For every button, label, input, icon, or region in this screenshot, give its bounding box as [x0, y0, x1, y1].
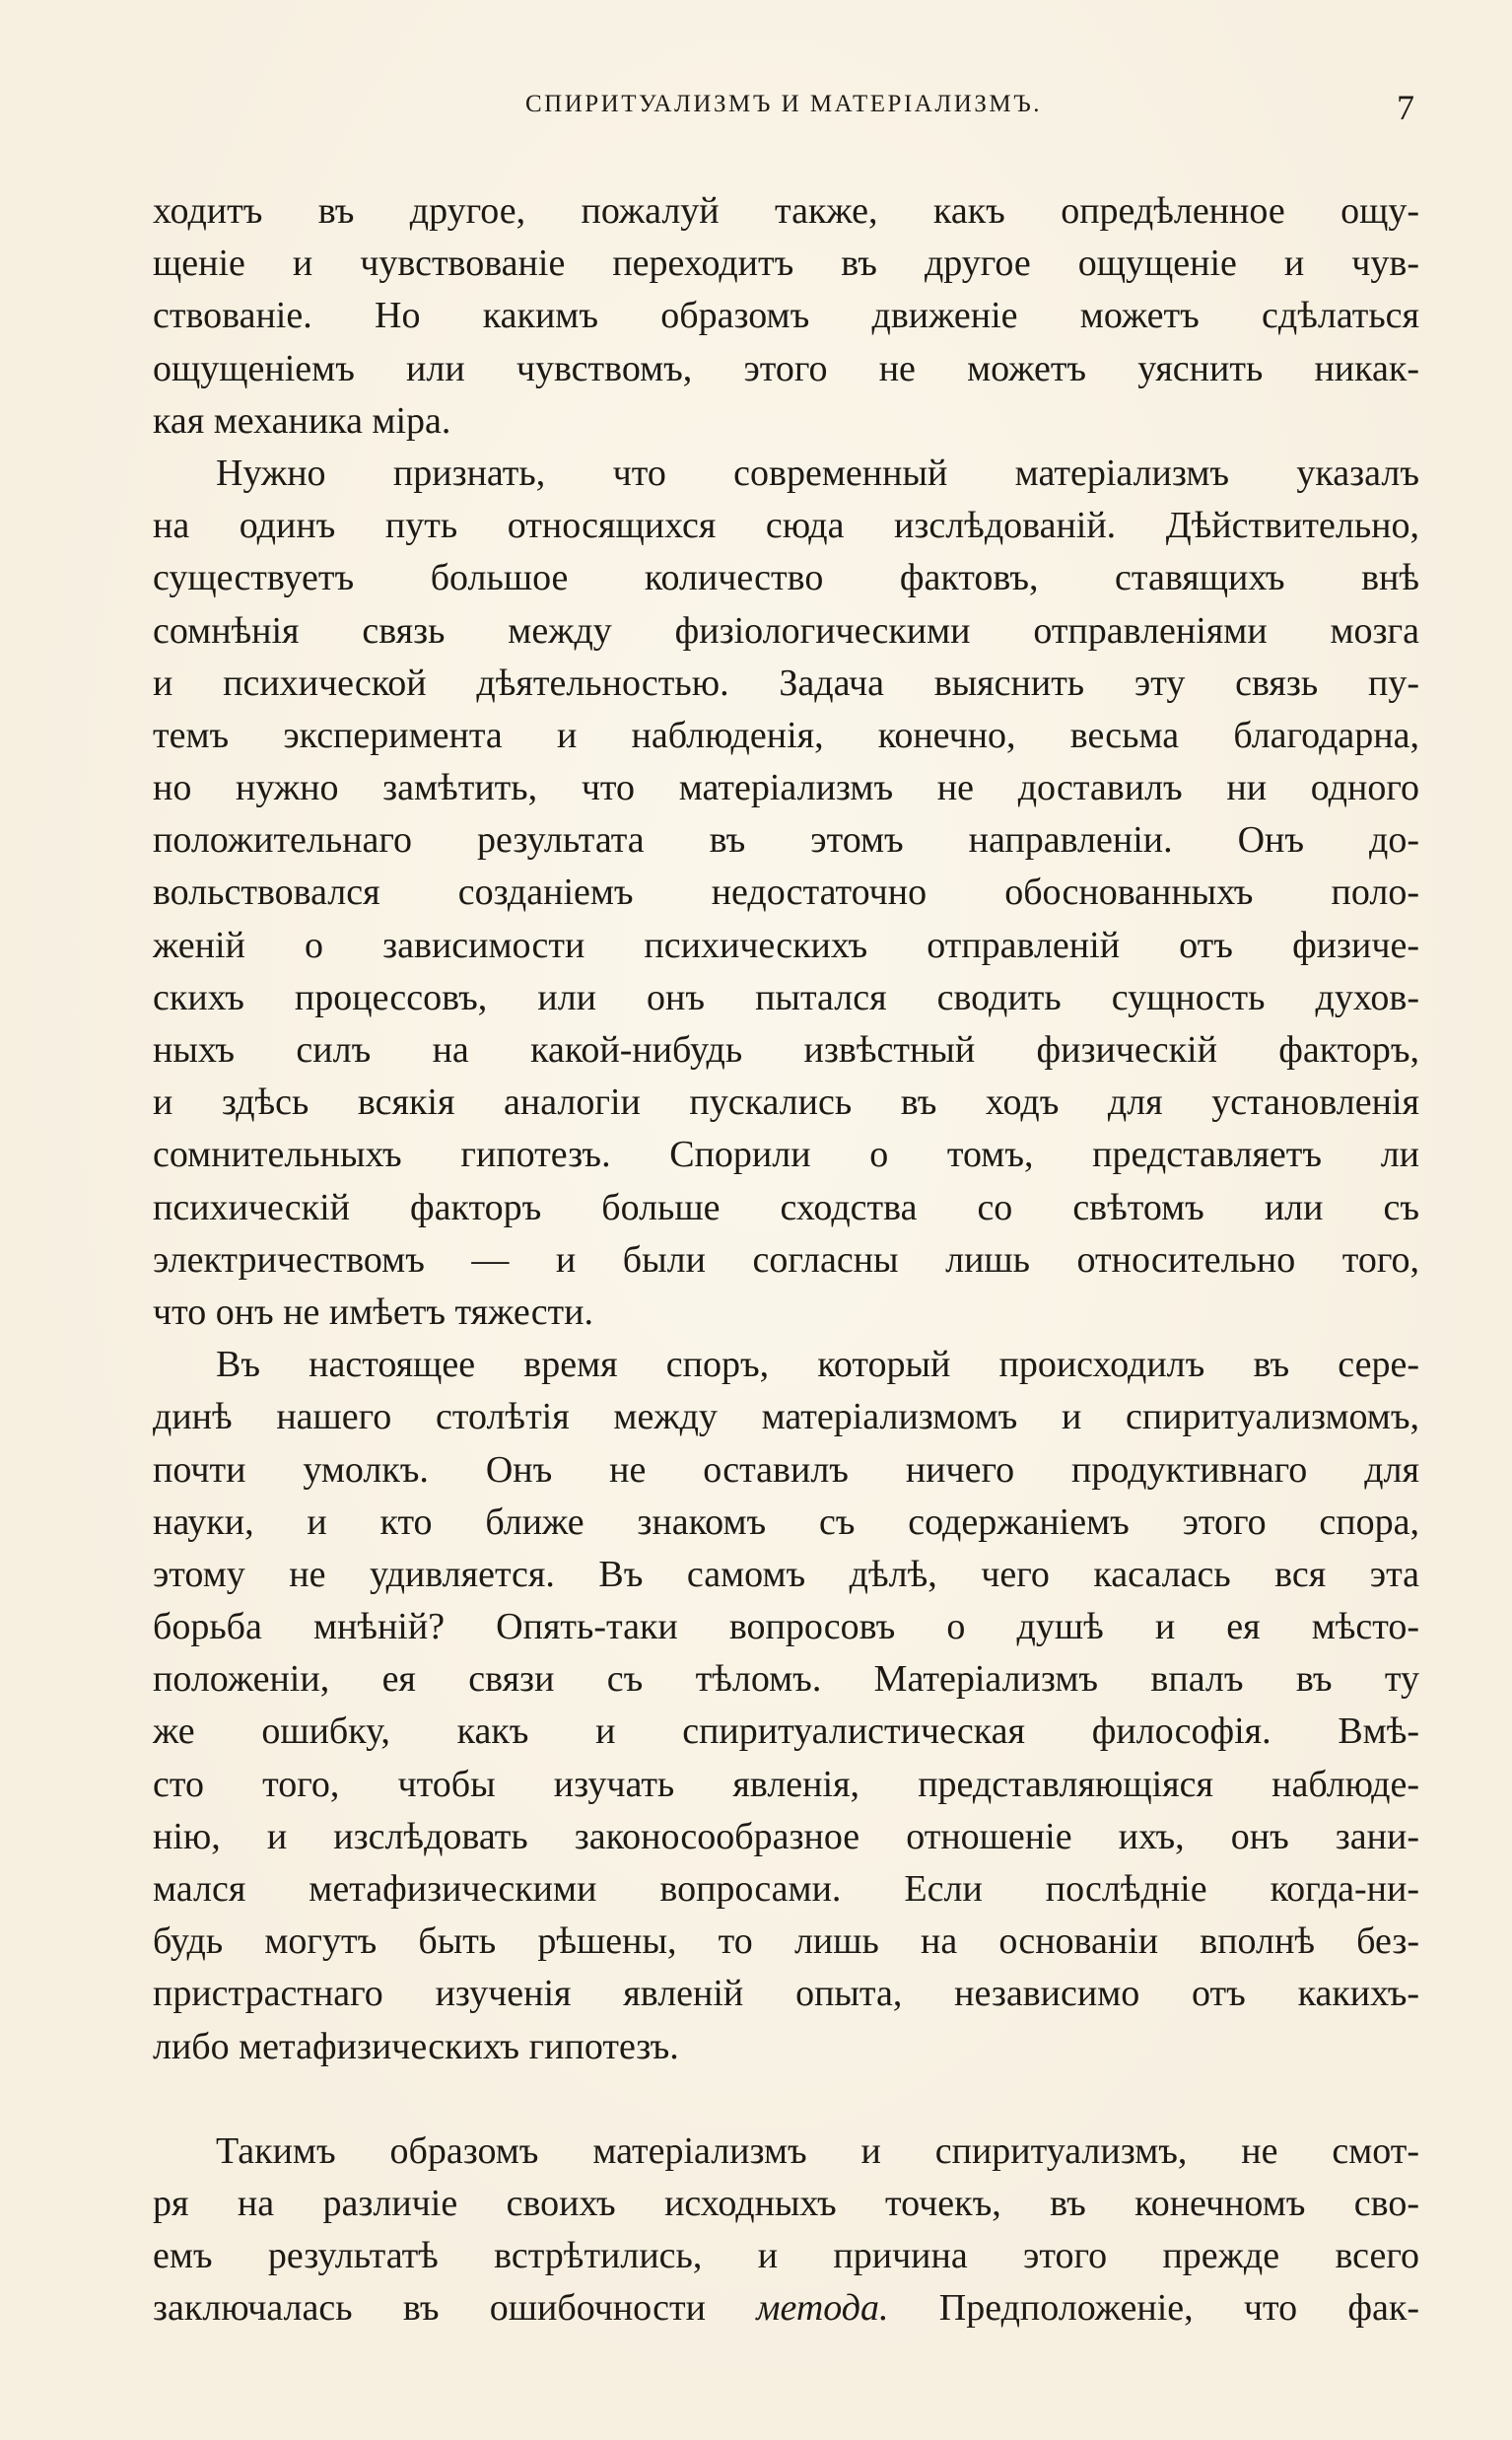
text-line: вольствовался созданіемъ недостаточно обоснованныхъ поло- [153, 871, 1419, 914]
text-line: существуетъ большое количество фактовъ, ставящихъ внѣ [153, 557, 1419, 599]
text-fragment: Предположеніе, что фак- [888, 2287, 1419, 2330]
page-number: 7 [1397, 88, 1414, 127]
text-line: скихъ процессовъ, или онъ пытался сводить сущность духов- [153, 976, 1419, 1018]
text-line: Въ настоящее время споръ, который происходилъ въ сере- [216, 1344, 1419, 1386]
text-line: либо метафизическихъ гипотезъ. [153, 2025, 679, 2067]
emphasized-word: метода. [756, 2287, 889, 2330]
text-line: щеніе и чувствованіе переходитъ въ другое ощущеніе и чув- [153, 243, 1419, 285]
paragraph-4 [153, 2126, 1419, 2335]
text-line: кая механика міра. [153, 399, 451, 442]
paragraph-3 [153, 1339, 1419, 2073]
text-line: и здѣсь всякія аналогіи пускались въ ходъ для установленія [153, 1081, 1419, 1124]
text-line: пристрастнаго изученія явленій опыта, независимо отъ какихъ- [153, 1973, 1419, 2015]
text-line: мался метафизическими вопросами. Если послѣдніе когда-ни- [153, 1868, 1419, 1910]
text-line: Нужно признать, что современный матеріализмъ указалъ [216, 452, 1419, 494]
text-line: же ошибку, какъ и спиритуалистическая философія. Вмѣ- [153, 1710, 1419, 1753]
text-line: сто того, чтобы изучать явленія, представляющіяся наблюде- [153, 1763, 1419, 1805]
text-fragment: заключалась въ ошибочности [153, 2287, 757, 2330]
text-line: женій о зависимости психическихъ отправленій отъ физиче- [153, 924, 1419, 966]
text-line: будь могутъ быть рѣшены, то лишь на основаніи вполнѣ без- [153, 1920, 1419, 1963]
text-line: на одинъ путь относящихся сюда изслѣдованій. Дѣйствительно, [153, 505, 1419, 547]
text-line: науки, и кто ближе знакомъ съ содержаніемъ этого спора, [153, 1500, 1419, 1543]
text-line: темъ эксперимента и наблюденія, конечно, весьма благодарна, [153, 714, 1419, 756]
text-line: ныхъ силъ на какой-нибудь извѣстный физическій факторъ, [153, 1029, 1419, 1071]
text-line: ходитъ въ другое, пожалуй также, какъ опредѣленное ощу- [153, 190, 1419, 232]
text-line: положеніи, ея связи съ тѣломъ. Матеріализмъ впалъ въ ту [153, 1658, 1419, 1701]
text-line: борьба мнѣній? Опять-таки вопросовъ о душѣ и ея мѣсто- [153, 1606, 1419, 1648]
text-line: положительнаго результата въ этомъ направленіи. Онъ до- [153, 819, 1419, 862]
text-line: емъ результатѣ встрѣтились, и причина этого прежде всего [153, 2235, 1419, 2277]
text-body [153, 185, 1419, 2335]
text-line: психическій факторъ больше сходства со свѣтомъ или съ [153, 1186, 1419, 1228]
text-line: и психической дѣятельностью. Задача выяснить эту связь пу- [153, 662, 1419, 704]
running-title: СПИРИТУАЛИЗМЪ И МАТЕРІАЛИЗМЪ. [524, 91, 1043, 117]
text-line: этому не удивляется. Въ самомъ дѣлѣ, чего касалась вся эта [153, 1553, 1419, 1595]
running-header [153, 88, 1414, 130]
text-line: нію, и изслѣдовать законосообразное отношеніе ихъ, онъ зани- [153, 1815, 1419, 1857]
text-line: ствованіе. Но какимъ образомъ движеніе можетъ сдѣлаться [153, 295, 1419, 337]
text-line: динѣ нашего столѣтія между матеріализмомъ и спиритуализмомъ, [153, 1396, 1419, 1438]
text-line: что онъ не имѣетъ тяжести. [153, 1290, 594, 1333]
paragraph-1 [153, 185, 1419, 448]
text-line: ря на различіе своихъ исходныхъ точекъ, въ конечномъ сво- [153, 2182, 1419, 2224]
text-line: ощущеніемъ или чувствомъ, этого не можетъ уяснить никак- [153, 347, 1419, 389]
text-line: сомнѣнія связь между физіологическими отправленіями мозга [153, 609, 1419, 652]
text-line: сомнительныхъ гипотезъ. Спорили о томъ, представляетъ ли [153, 1134, 1419, 1176]
text-line: почти умолкъ. Онъ не оставилъ ничего продуктивнаго для [153, 1448, 1419, 1491]
text-line: но нужно замѣтить, что матеріализмъ не доставилъ ни одного [153, 767, 1419, 809]
paragraph-2 [153, 448, 1419, 1339]
paragraph-gap [153, 2073, 1419, 2126]
text-line-final [153, 2282, 1419, 2335]
text-line: Такимъ образомъ матеріализмъ и спиритуализмъ, не смот- [216, 2129, 1419, 2172]
text-line: электричествомъ — и были согласны лишь относительно того, [153, 1238, 1419, 1281]
